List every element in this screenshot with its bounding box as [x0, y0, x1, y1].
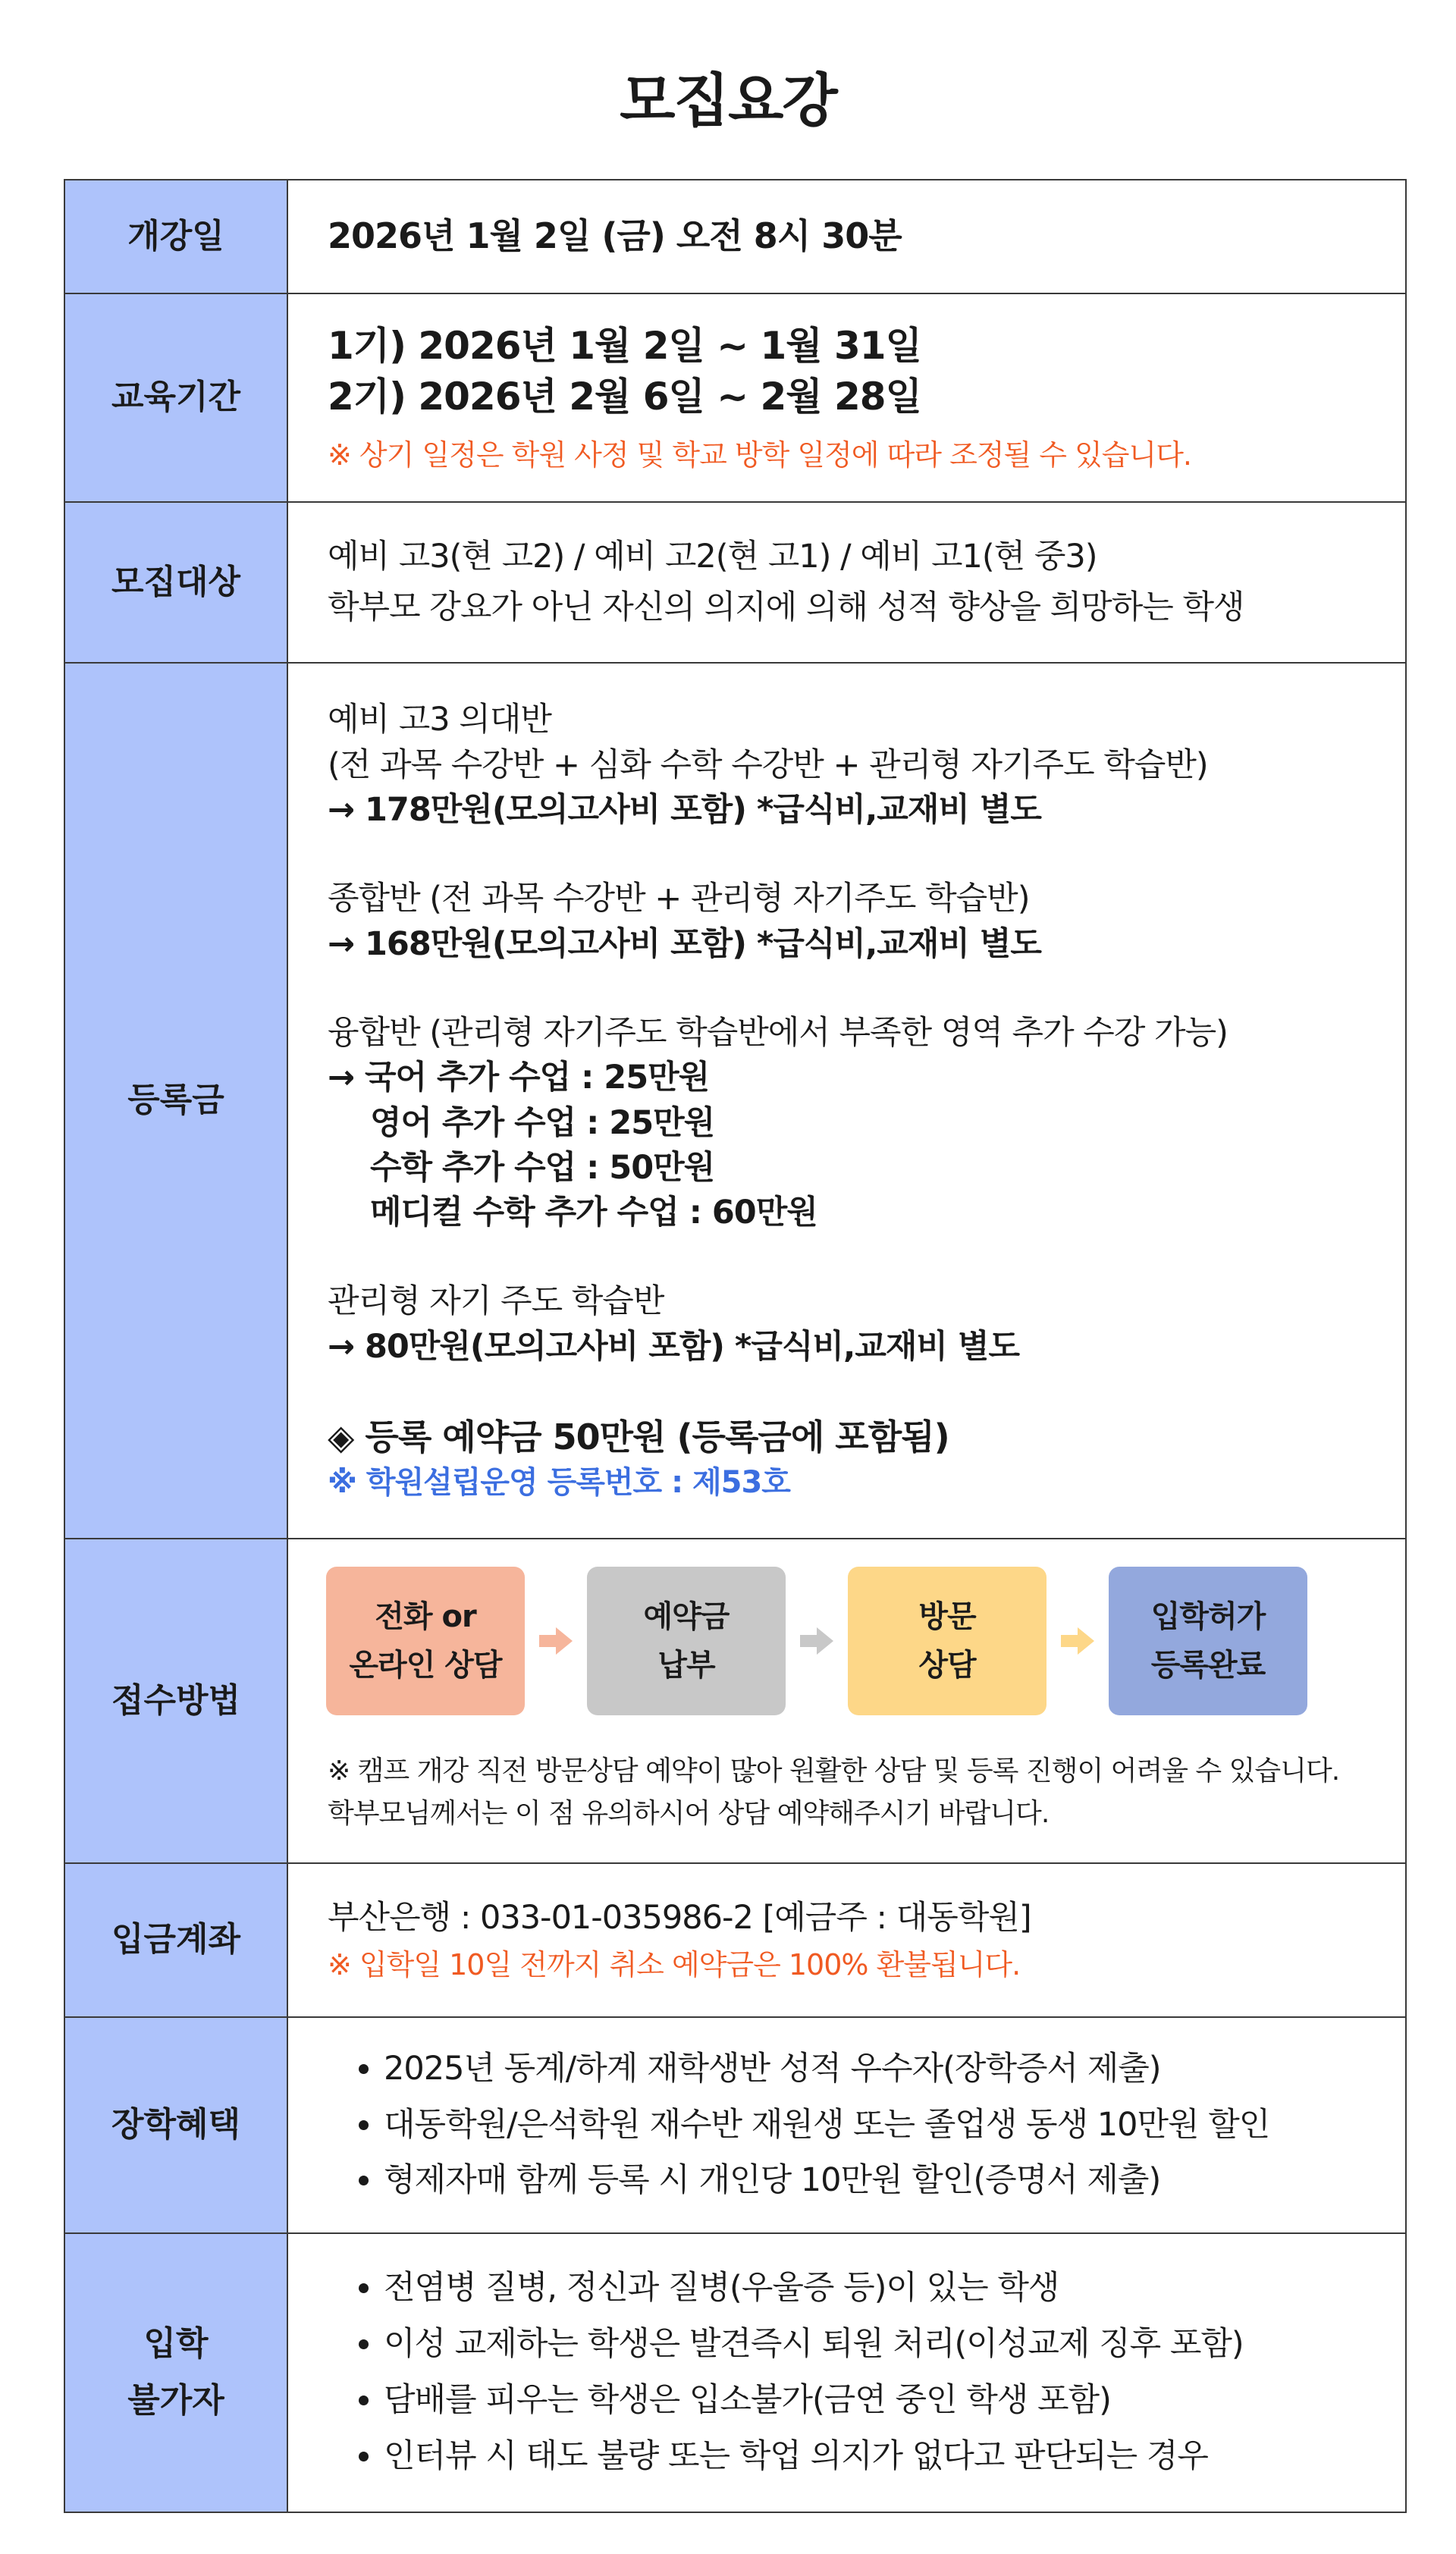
row-fee: [64, 663, 1406, 1539]
step-consult-box: [326, 1567, 525, 1715]
page-title: 모집요강: [620, 67, 836, 134]
label-target: 모집대상: [64, 502, 287, 663]
list-item: • 인터뷰 시 태도 불량 또는 학업 의지가 없다고 판단되는 경우: [384, 2429, 1405, 2485]
label-ineligible-line-2: 불가자: [127, 2381, 224, 2420]
arrow-right-icon: [786, 1627, 848, 1655]
label-fee: 등록금: [64, 663, 287, 1539]
label-start-date: 개강일: [64, 180, 287, 293]
fee-plan3-item-2: 영어 추가 수업 : 25만원: [370, 1103, 715, 1142]
fee-plan1-title: 예비 고3 의대반: [328, 701, 551, 739]
apply-flow: [326, 1567, 1405, 1715]
row-apply: [64, 1539, 1406, 1863]
step-consult-line-2: 온라인 상담: [349, 1648, 502, 1683]
step-deposit-line-1: 예약금: [643, 1599, 730, 1635]
fee-plan1-desc: (전 과목 수강반 + 심화 수학 수강반 + 관리형 자기주도 학습반): [328, 745, 1208, 784]
target-line-1: 예비 고3(현 고2) / 예비 고2(현 고1) / 예비 고1(현 중3): [328, 537, 1097, 576]
label-scholarship: 장학혜택: [64, 2017, 287, 2233]
step-visit-line-1: 방문: [918, 1599, 976, 1635]
row-start-date: [64, 180, 1406, 293]
period-note: ※ 상기 일정은 학원 사정 및 학교 방학 일정에 따라 조정될 수 있습니다.: [328, 438, 1191, 472]
row-period: [64, 293, 1406, 502]
account-value: 부산은행 : 033-01-035986-2 [예금주 : 대동학원]: [328, 1898, 1031, 1937]
list-item: • 2025년 동계/하계 재학생반 성적 우수자(장학증서 제출): [384, 2041, 1405, 2097]
label-ineligible: [64, 2233, 287, 2512]
fee-plan3-item-3: 수학 추가 수업 : 50만원: [370, 1148, 715, 1187]
label-apply: 접수방법: [64, 1539, 287, 1863]
admission-table: [64, 179, 1407, 2513]
content-apply: [287, 1539, 1406, 1863]
period-line-1: 1기) 2026년 1월 2일 ~ 1월 31일: [328, 323, 921, 368]
row-scholarship: [64, 2017, 1406, 2233]
fee-deposit: ◈ 등록 예약금 50만원 (등록금에 포함됨): [328, 1417, 949, 1458]
fee-plan2-price: → 168만원(모의고사비 포함) *급식비,교재비 별도: [328, 924, 1041, 963]
step-visit-box: [848, 1567, 1046, 1715]
step-visit-line-2: 상담: [918, 1648, 976, 1683]
fee-plan1-price: → 178만원(모의고사비 포함) *급식비,교재비 별도: [328, 790, 1041, 829]
step-enroll-box: [1109, 1567, 1307, 1715]
fee-plan2-title: 종합반 (전 과목 수강반 + 관리형 자기주도 학습반): [328, 880, 1030, 918]
content-fee: [287, 663, 1406, 1539]
content-period: [287, 293, 1406, 502]
fee-plan4-price: → 80만원(모의고사비 포함) *급식비,교재비 별도: [328, 1327, 1020, 1366]
list-item: • 이성 교제하는 학생은 발견즉시 퇴원 처리(이성교제 징후 포함): [384, 2317, 1405, 2373]
arrow-right-icon: [1046, 1627, 1109, 1655]
step-enroll-line-1: 입학허가: [1150, 1599, 1266, 1635]
step-deposit-line-2: 납부: [657, 1648, 715, 1683]
list-item: • 전염병 질병, 정신과 질병(우울증 등)이 있는 학생: [384, 2261, 1405, 2317]
content-target: [287, 502, 1406, 663]
row-target: [64, 502, 1406, 663]
fee-plan3-item-1: → 국어 추가 수업 : 25만원: [328, 1059, 710, 1097]
list-item: • 대동학원/은석학원 재수반 재원생 또는 졸업생 동생 10만원 할인: [384, 2097, 1405, 2154]
step-deposit-box: [587, 1567, 786, 1715]
target-line-2: 학부모 강요가 아닌 자신의 의지에 의해 성적 향상을 희망하는 학생: [328, 588, 1244, 626]
content-ineligible: [287, 2233, 1406, 2512]
content-account: [287, 1863, 1406, 2017]
content-scholarship: [287, 2017, 1406, 2233]
row-ineligible: [64, 2233, 1406, 2512]
fee-plan3-item-4: 메디컬 수학 추가 수업 : 60만원: [370, 1194, 817, 1232]
start-date-value: 2026년 1월 2일 (금) 오전 8시 30분: [328, 215, 902, 257]
content-start-date: [287, 180, 1406, 293]
step-consult-line-1: 전화 or: [375, 1599, 476, 1635]
arrow-right-icon: [525, 1627, 587, 1655]
period-line-2: 2기) 2026년 2월 6일 ~ 2월 28일: [328, 375, 921, 419]
fee-registration-number: ※ 학원설립운영 등록번호 : 제53호: [328, 1464, 790, 1500]
list-item: • 담배를 피우는 학생은 입소불가(금연 중인 학생 포함): [384, 2373, 1405, 2429]
label-account: 입금계좌: [64, 1863, 287, 2017]
list-item: • 형제자매 함께 등록 시 개인당 10만원 할인(증명서 제출): [384, 2153, 1405, 2209]
ineligible-list: [328, 2261, 1405, 2485]
fee-plan4-title: 관리형 자기 주도 학습반: [328, 1282, 664, 1321]
apply-note-1: ※ 캠프 개강 직전 방문상담 예약이 많아 원활한 상담 및 등록 진행이 어려울 수 있습니다.: [328, 1755, 1340, 1787]
scholarship-list: [328, 2041, 1405, 2210]
row-account: [64, 1863, 1406, 2017]
label-ineligible-line-1: 입학: [143, 2324, 209, 2364]
label-period: 교육기간: [64, 293, 287, 502]
apply-note-2: 학부모님께서는 이 점 유의하시어 상담 예약해주시기 바랍니다.: [328, 1798, 1050, 1829]
step-enroll-line-2: 등록완료: [1150, 1648, 1266, 1683]
account-note: ※ 입학일 10일 전까지 취소 예약금은 100% 환불됩니다.: [328, 1947, 1021, 1981]
fee-plan3-title: 융합반 (관리형 자기주도 학습반에서 부족한 영역 추가 수강 가능): [328, 1013, 1228, 1052]
